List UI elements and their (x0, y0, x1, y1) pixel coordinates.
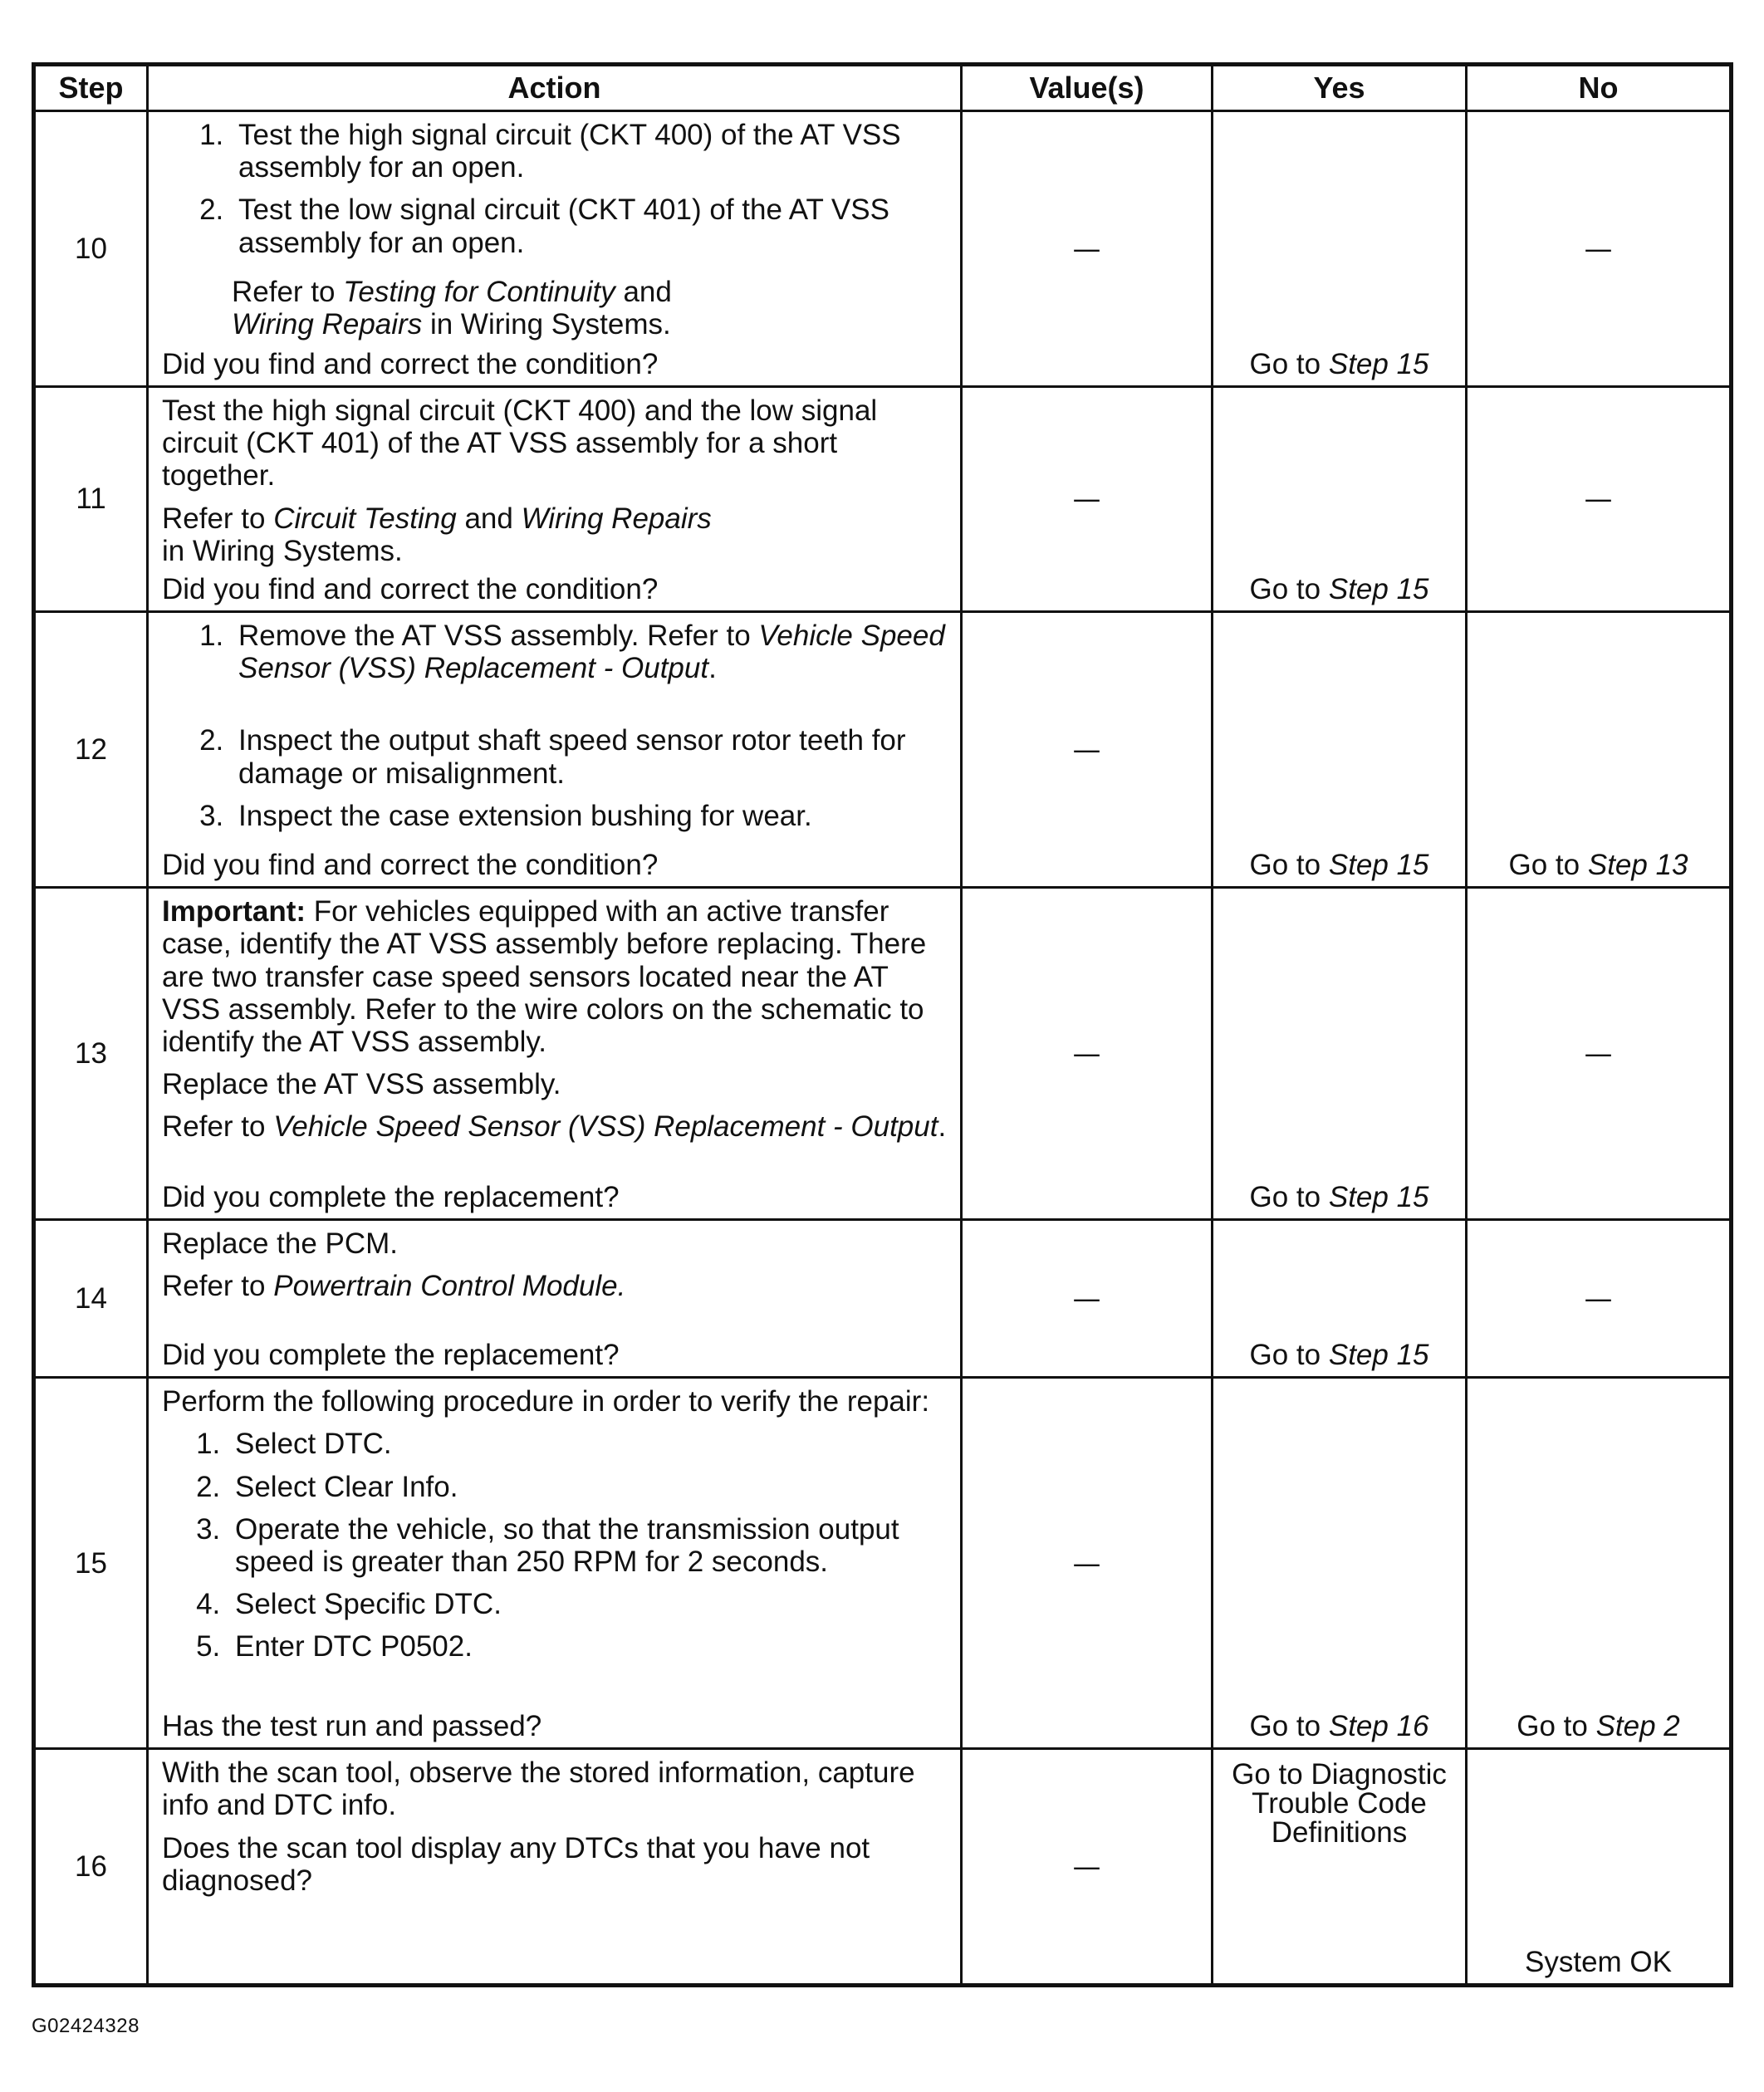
value-dash: — (1072, 483, 1101, 517)
value-cell (962, 387, 1213, 612)
table-row-step-14 (34, 1220, 1732, 1378)
action-step-item: 2. Test the low signal circuit (CKT 401) of the AT VSS assembly for an open. (232, 194, 948, 258)
table-row-step-13 (34, 888, 1732, 1220)
action-step-item: 2. Select Clear Info. (228, 1471, 948, 1503)
refer-note (162, 1270, 948, 1302)
action-step-item: 3. Operate the vehicle, so that the transmission output speed is greater than 250 RPM for 2 seconds. (228, 1513, 948, 1578)
important-note (162, 895, 948, 1058)
refer-link[interactable]: Vehicle Speed Sensor (VSS) Replacement - Output (273, 1110, 938, 1144)
no-prefix: Go to (1508, 848, 1580, 881)
action-question: Did you complete the replacement? (162, 1180, 620, 1213)
action-cell (148, 111, 962, 387)
yes-link-line[interactable]: Trouble Code (1252, 1787, 1427, 1820)
action-step-item: 2. Inspect the output shaft speed sensor rotor teeth for damage or misalignment. (232, 724, 948, 789)
table-row-step-16 (34, 1749, 1732, 1986)
refer-prefix: Refer to (162, 1270, 266, 1303)
action-text: Replace the PCM. (162, 1227, 399, 1261)
value-cell (962, 1749, 1213, 1986)
action-text: Does the scan tool display any DTCs that you have not diagnosed? (162, 1831, 870, 1897)
refer-note (162, 276, 948, 341)
figure-id: G02424328 (32, 2015, 140, 2037)
step-number: 15 (34, 1378, 148, 1749)
refer-link[interactable]: Wiring Repairs (521, 502, 712, 535)
value-cell (962, 1378, 1213, 1749)
step-number: 13 (34, 888, 148, 1220)
yes-cell (1213, 1220, 1467, 1378)
refer-link[interactable]: Circuit Testing (273, 502, 457, 535)
yes-step-link[interactable]: Step 15 (1328, 347, 1429, 380)
value-dash: — (1072, 1849, 1101, 1884)
refer-link[interactable]: Powertrain Control Module. (273, 1270, 626, 1303)
action-step-item: 3. Inspect the case extension bushing for wear. (232, 800, 948, 832)
yes-cell (1213, 612, 1467, 888)
no-cell (1467, 387, 1732, 612)
header-action: Action (148, 65, 962, 111)
action-steps (162, 119, 948, 269)
refer-note (162, 502, 948, 567)
important-label: Important: (162, 895, 306, 928)
step-number: 11 (34, 387, 148, 612)
yes-step-link[interactable]: Step 15 (1328, 1338, 1429, 1371)
action-steps (162, 620, 948, 842)
action-step-item: 4. Select Specific DTC. (228, 1588, 948, 1620)
action-cell (148, 387, 962, 612)
value-dash: — (1072, 1037, 1101, 1071)
yes-prefix: Go to (1249, 347, 1321, 380)
refer-and: and (623, 275, 672, 308)
yes-step-link[interactable]: Step 15 (1328, 572, 1429, 605)
header-step: Step (34, 65, 148, 111)
no-dash: — (1584, 1037, 1613, 1071)
step-number: 12 (34, 612, 148, 888)
value-cell (962, 111, 1213, 387)
action-cell (148, 1749, 962, 1986)
action-question: Did you find and correct the condition? (162, 347, 659, 380)
action-step-item: 1. Test the high signal circuit (CKT 400) of the AT VSS assembly for an open. (232, 119, 948, 184)
yes-cell (1213, 387, 1467, 612)
yes-prefix: Go to (1249, 848, 1321, 881)
no-cell (1467, 1220, 1732, 1378)
value-cell (962, 1220, 1213, 1378)
no-dash: — (1584, 1282, 1613, 1316)
yes-prefix: Go to (1249, 572, 1321, 605)
table-row-step-11 (34, 387, 1732, 612)
refer-suffix: in Wiring Systems. (162, 534, 403, 567)
value-cell (962, 612, 1213, 888)
system-ok-text: System OK (1525, 1945, 1672, 1978)
no-cell (1467, 888, 1732, 1220)
yes-link-line[interactable]: Definitions (1271, 1816, 1408, 1849)
no-cell (1467, 1378, 1732, 1749)
value-cell (962, 888, 1213, 1220)
refer-link[interactable]: Wiring Repairs (232, 307, 423, 341)
important-text: For vehicles equipped with an active transfer case, identify the AT VSS assembly before replacing. There are two transfer case speed sensors located near the AT VSS assembly. Refer to the wire colors on the schematic to identify the AT VSS assembly. (162, 895, 927, 1058)
refer-suffix: in Wiring Systems. (429, 307, 671, 341)
action-question: Has the test run and passed? (162, 1709, 542, 1742)
yes-step-link[interactable]: Step 16 (1328, 1709, 1429, 1742)
yes-prefix: Go to (1249, 1180, 1321, 1213)
header-row (34, 65, 1732, 111)
no-step-link[interactable]: Step 13 (1587, 848, 1688, 881)
step-number: 10 (34, 111, 148, 387)
action-step-item: 1. Select DTC. (228, 1428, 948, 1460)
value-dash: — (1072, 732, 1101, 767)
action-step-item: 1. Remove the AT VSS assembly. Refer to Vehicle Speed Sensor (VSS) Replacement - Output. (232, 620, 948, 684)
refer-link[interactable]: Testing for Continuity (343, 275, 615, 308)
action-cell (148, 1378, 962, 1749)
no-prefix: Go to (1517, 1709, 1588, 1742)
action-step-item: 5. Enter DTC P0502. (228, 1630, 948, 1663)
yes-cell (1213, 1378, 1467, 1749)
action-steps (162, 1428, 948, 1673)
refer-prefix: Refer to (232, 275, 336, 308)
yes-prefix: Go to (1249, 1709, 1321, 1742)
yes-link-line[interactable]: Go to Diagnostic (1232, 1758, 1447, 1791)
no-dash: — (1584, 483, 1613, 517)
value-dash: — (1072, 1282, 1101, 1316)
no-cell (1467, 612, 1732, 888)
header-values: Value(s) (962, 65, 1213, 111)
yes-step-link[interactable]: Step 15 (1328, 1180, 1429, 1213)
action-question: Did you find and correct the condition? (162, 848, 659, 881)
table-row-step-10 (34, 111, 1732, 387)
diagnostic-table (32, 62, 1733, 1987)
no-cell (1467, 1749, 1732, 1986)
no-cell (1467, 111, 1732, 387)
yes-step-link[interactable]: Step 15 (1328, 848, 1429, 881)
yes-prefix: Go to (1249, 1338, 1321, 1371)
no-step-link[interactable]: Step 2 (1595, 1709, 1680, 1742)
step-number: 16 (34, 1749, 148, 1986)
refer-prefix: Refer to (162, 502, 266, 535)
action-text: Perform the following procedure in order to verify the repair: (162, 1385, 930, 1418)
action-cell (148, 612, 962, 888)
refer-and: and (464, 502, 513, 535)
yes-cell (1213, 111, 1467, 387)
header-yes: Yes (1213, 65, 1467, 111)
yes-cell (1213, 1749, 1467, 1986)
refer-note: Refer to Vehicle Speed Sensor (VSS) Replacement - Output. (162, 1110, 947, 1144)
header-no: No (1467, 65, 1732, 111)
table-row-step-12 (34, 612, 1732, 888)
yes-cell (1213, 888, 1467, 1220)
refer-link[interactable]: Vehicle Speed Sensor (VSS) Replacement - Output (238, 620, 945, 685)
action-cell (148, 888, 962, 1220)
action-text: Replace the AT VSS assembly. (162, 1068, 561, 1101)
value-dash: — (1072, 1546, 1101, 1580)
action-cell (148, 1220, 962, 1378)
step-number: 14 (34, 1220, 148, 1378)
action-text: With the scan tool, observe the stored information, capture info and DTC info. (162, 1756, 915, 1822)
value-dash: — (1072, 232, 1101, 266)
action-text: Test the high signal circuit (CKT 400) and the low signal circuit (CKT 401) of the AT VSS assembly for a short together. (162, 394, 878, 492)
no-dash: — (1584, 232, 1613, 266)
refer-prefix: Refer to (162, 1110, 266, 1144)
table-row-step-15 (34, 1378, 1732, 1749)
action-question: Did you find and correct the condition? (162, 572, 659, 605)
action-question: Did you complete the replacement? (162, 1338, 620, 1371)
